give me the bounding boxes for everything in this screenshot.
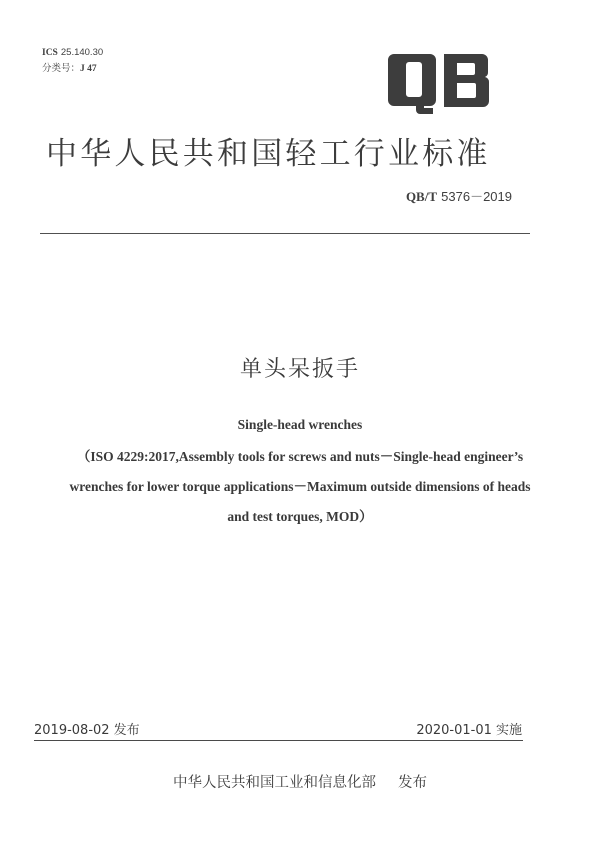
standard-number-value: 5376－2019 [441,189,512,204]
implementation-date: 2020-01-01 实施 [416,723,522,738]
issuer [0,771,600,792]
page-title: 中华人民共和国轻工行业标准 [46,136,491,172]
qb-logo-icon [386,50,496,114]
ics-value: 25.140.30 [60,47,104,58]
reference-line-3: and test torques, MOD） [227,509,373,524]
ics-label: ICS [42,48,58,58]
classification-label: 分类号： [42,63,81,74]
footer-divider [34,740,523,741]
document-title-cn: 单头呆扳手 [239,357,360,382]
reference-line-1: （ISO 4229:2017,Assembly tools for screws and nuts－Single-head engineer’s [76,449,524,464]
header-divider [40,233,530,234]
standard-number [406,186,512,205]
ics-code [42,45,103,61]
publish-date: 2019-08-02 发布 [34,723,140,738]
reference-line-2: wrenches for lower torque applications－Maximum outside dimensions of heads [69,479,531,494]
qb-logo [386,50,496,114]
classification-code [42,61,97,77]
issuer-action: 发布 [398,775,427,791]
document-title-en: Single-head wrenches [237,417,363,432]
issuer-name: 中华人民共和国工业和信息化部 [173,775,376,791]
classification-value: J 47 [80,64,97,74]
standard-prefix: QB/T [405,189,438,204]
